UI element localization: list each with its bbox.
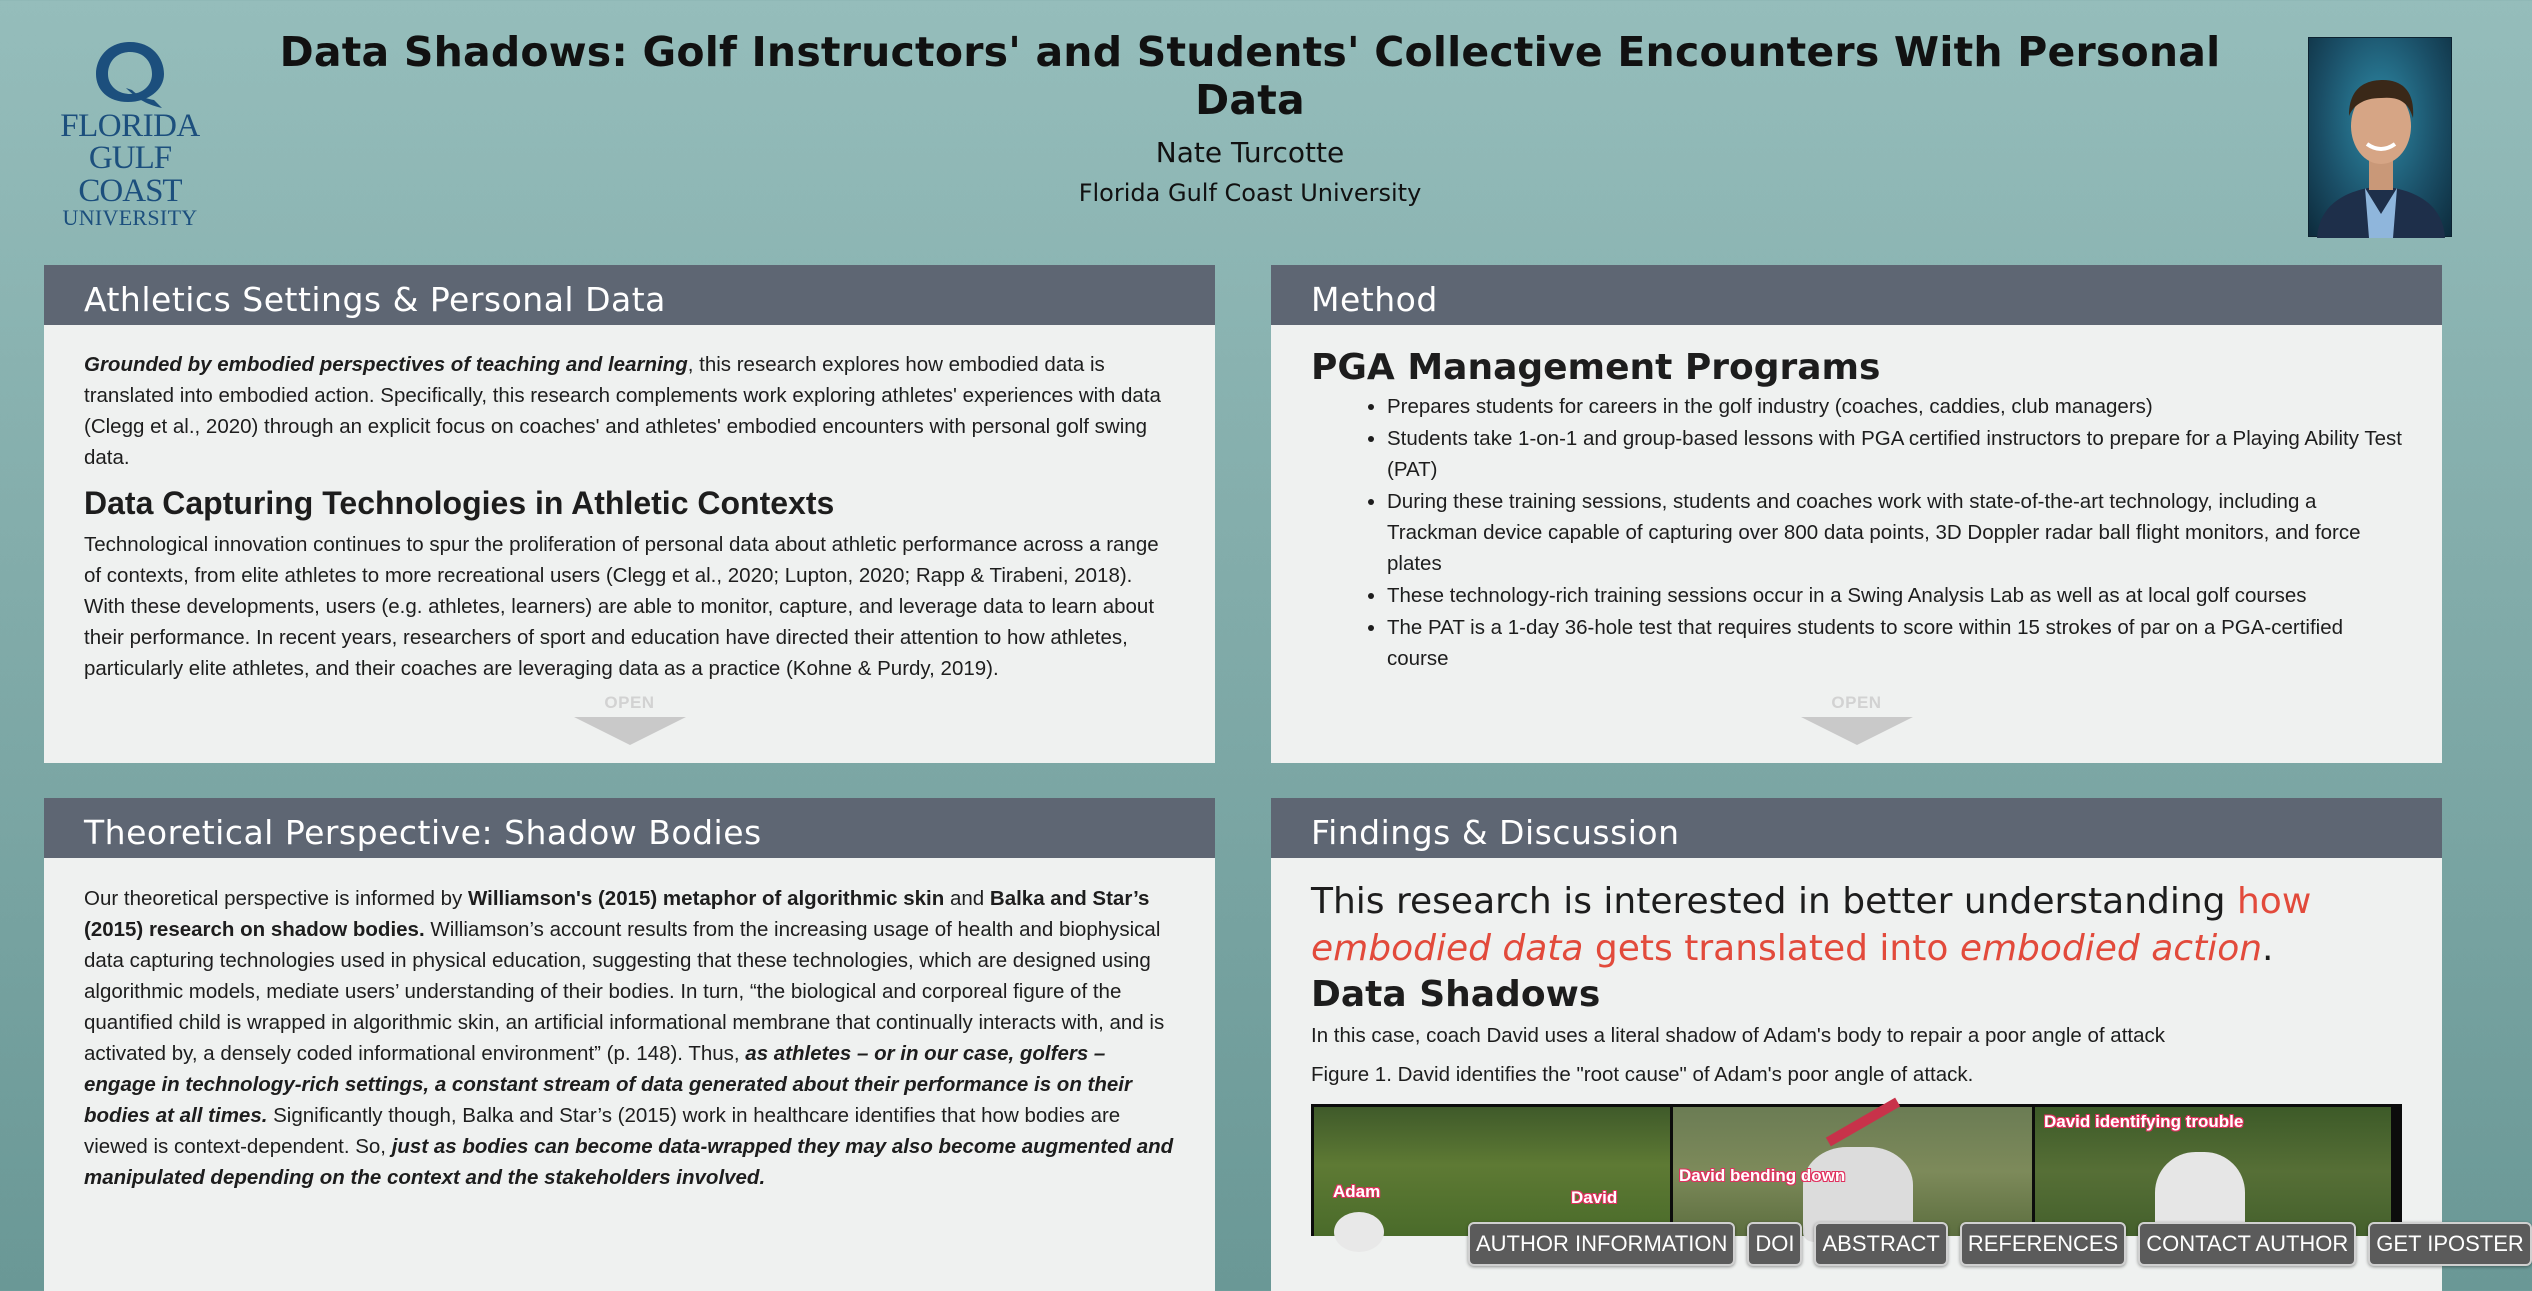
findings-lead [1311,878,2402,972]
get-iposter-button[interactable]: GET IPOSTER [2368,1222,2532,1266]
open-arrow-icon [1801,717,1913,745]
open-panel-button[interactable] [574,693,686,745]
lead-text: This research is interested in better understanding [1311,881,2237,922]
open-label: OPEN [604,693,655,712]
bold-run: Balka and Star’s (2015) research on shadow bodies. [84,887,1150,941]
section-subheading: Data Shadows [1311,974,1601,1015]
text-run: and [944,887,990,910]
figure-1[interactable] [1311,1104,2402,1236]
list-item: • These technology-rich training sessions occur in a Swing Analysis Lab as well as at local golf courses [1387,580,2402,611]
panel-body [1271,325,2442,697]
text-run: Significantly though, Balka and Star’s (2015) work in healthcare identifies that how bodies are viewed is context-dependent. So, [84,1104,1121,1158]
contact-author-button[interactable]: CONTACT AUTHOR [2138,1222,2356,1266]
method-bullet-list [1367,391,2402,674]
panel-athletics-settings [44,265,1215,763]
lead-text: . [2262,928,2274,969]
university-logo [55,38,205,230]
list-item: • The PAT is a 1-day 36-hole test that requires students to score within 15 strokes of par on a PGA-certified course [1387,612,2402,674]
figure-caption: Figure 1. David identifies the "root cause" of Adam's poor angle of attack. [1311,1063,1974,1086]
panel-findings [1271,798,2442,1291]
figure-label-trouble: David identifying trouble [2044,1112,2244,1131]
abstract-button[interactable]: ABSTRACT [1814,1222,1947,1266]
intro-bold: Grounded by embodied perspectives of teaching and learning [84,353,688,376]
panel-title: Athletics Settings & Personal Data [44,265,1215,325]
theory-paragraph [84,883,1175,1193]
panel-title: Theoretical Perspective: Shadow Bodies [44,798,1215,858]
panel-title: Findings & Discussion [1271,798,2442,858]
open-arrow-icon [574,717,686,745]
panel-body [1271,858,2442,1236]
logo-line-2: GULF COAST [78,140,182,209]
intro-text: , this research explores how embodied data is translated into embodied action. Specifically, this research complements work exploring athletes' experiences with data (Clegg et al., 2020) through an explicit focus on coaches' and athletes' embodied encounters with personal golf swing data. [84,353,1161,469]
poster-toolbar [1468,1222,2532,1266]
open-panel-button[interactable] [1801,693,1913,745]
poster-title: Data Shadows: Golf Instructors' and Students' Collective Encounters With Personal Data [279,28,2221,124]
figure-label-david: David [1571,1188,1618,1207]
affiliation: Florida Gulf Coast University [1078,179,1422,207]
lead-highlight: how [2236,881,2312,922]
poster-header [260,28,2240,207]
figure-label-adam: Adam [1333,1182,1381,1201]
list-item: • Prepares students for careers in the golf industry (coaches, caddies, club managers) [1387,391,2402,422]
logo-line-1: FLORIDA [60,108,200,144]
figure-label-bending: David bending down [1679,1166,1846,1185]
body-paragraph: Technological innovation continues to spur the proliferation of personal data about athletic performance across a range of contexts, from elite athletes to more recreational users (Clegg et al., 2020; Lupton, 2020; Rapp & Tirabeni, 2018). With these developments, users (e.g. athletes, learners) are able to monitor, capture, and leverage data to learn about their performance. In recent years, researchers of sport and education have directed their attention to how athletes, particularly elite athletes, and their coaches are leveraging data as a practice (Kohne & Purdy, 2019). [84,533,1159,680]
panel-theoretical-perspective [44,798,1215,1291]
list-item: • During these training sessions, students and coaches work with state-of-the-art technology, including a Trackman device capable of capturing over 800 data points, 3D Doppler radar ball flight monitors, and force plates [1387,486,2402,579]
panel-method [1271,265,2442,763]
intro-paragraph [84,349,1175,473]
figure-panel-1 [1314,1107,1670,1236]
doi-button[interactable]: DOI [1747,1222,1802,1266]
references-button[interactable]: REFERENCES [1960,1222,2126,1266]
bold-run: Williamson's (2015) metaphor of algorithmic skin [467,887,945,910]
panel-body [44,325,1215,680]
section-subheading: PGA Management Programs [1311,347,1881,388]
text-run: Our theoretical perspective is informed by [84,887,468,910]
text-run: Williamson’s account results from the increasing usage of health and biophysical data capturing technologies used in physical education, suggesting that these technologies, which are designed using algorithmic models, mediate users’ understanding of their bodies. In turn, “the biological and corporeal figure of the quantified child is wrapped in algorithmic skin, an artificial informational membrane that continually interacts with, and is activated by, a densely coded informational environment” (p. 148). Thus, [84,918,1165,1065]
lead-highlight-italic: embodied data [1311,928,1584,969]
author-photo[interactable] [2308,37,2452,237]
logo-line-3: UNIVERSITY [62,204,198,230]
author-name: Nate Turcotte [1155,136,1345,169]
author-information-button[interactable]: AUTHOR INFORMATION [1468,1222,1735,1266]
section-subheading: Data Capturing Technologies in Athletic Contexts [84,485,835,521]
bold-italic-run: as athletes – or in our case, golfers – engage in technology-rich settings, a constant stream of data generated about their performance is on their bodies at all times. [84,1042,1132,1127]
fgcu-q-mark-icon [90,38,170,110]
findings-line: In this case, coach David uses a literal shadow of Adam's body to repair a poor angle of attack [1311,1024,2166,1047]
lead-highlight-italic: embodied action [1959,928,2263,969]
author-portrait-icon [2309,38,2453,238]
panel-title: Method [1271,265,2442,325]
open-label: OPEN [1831,693,1882,712]
list-item: • Students take 1-on-1 and group-based lessons with PGA certified instructors to prepare for a Playing Ability Test (PAT) [1387,423,2402,485]
panel-body [44,858,1215,1193]
lead-highlight: gets translated into [1583,928,1960,969]
bold-italic-run: just as bodies can become data-wrapped they may also become augmented and manipulated depending on the context and the stakeholders involved. [84,1135,1174,1189]
